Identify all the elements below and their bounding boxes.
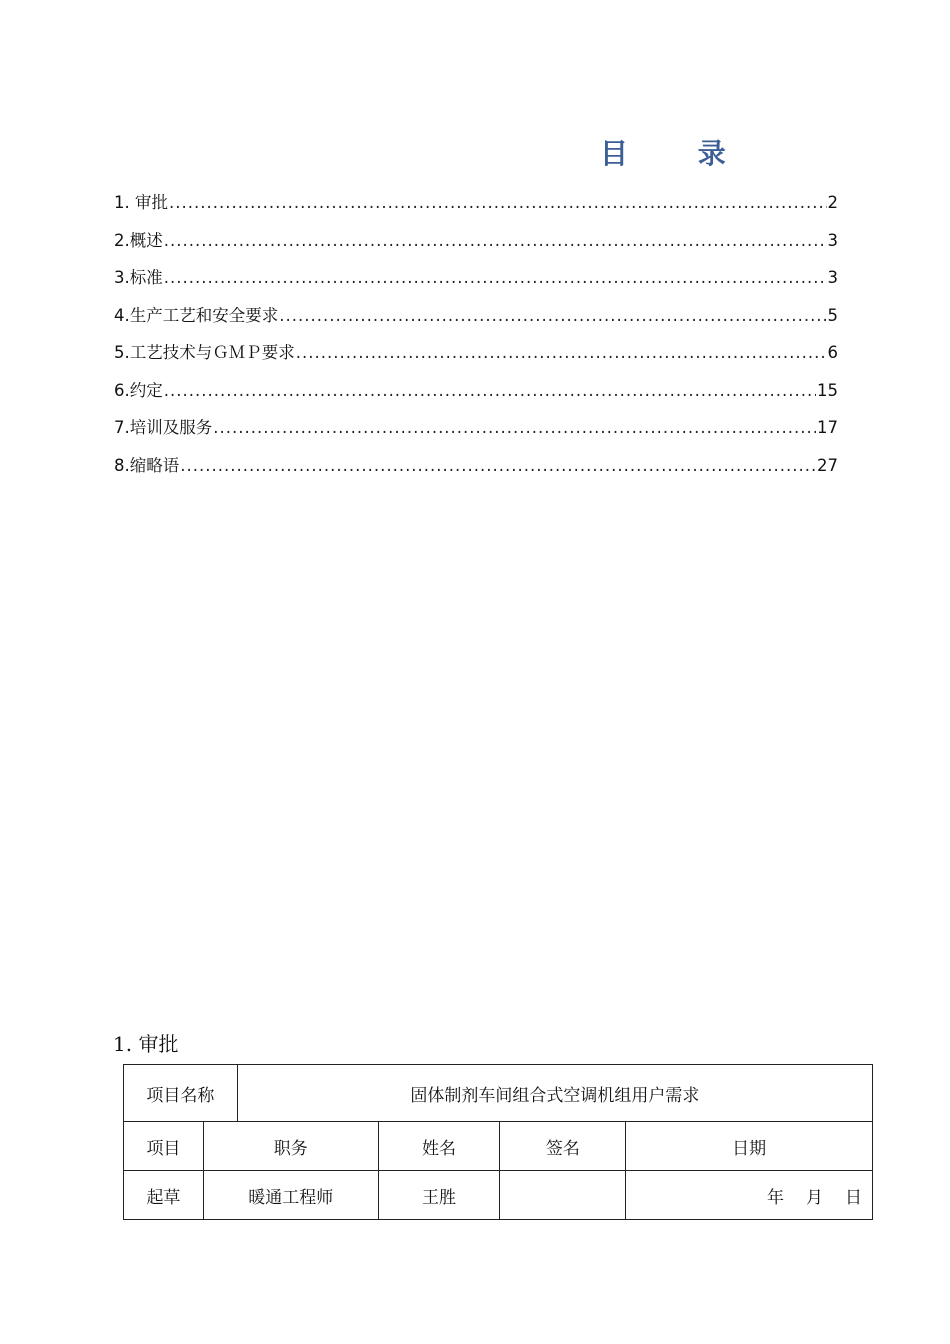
- toc-item-page: 17: [817, 418, 838, 437]
- toc-leader-dots: [279, 303, 826, 329]
- toc-item-agreement[interactable]: [114, 378, 838, 416]
- toc-item-page: 2: [827, 193, 838, 212]
- toc-leader-dots: [180, 453, 816, 479]
- toc-item-page: 3: [827, 230, 838, 250]
- toc-item-page: 15: [817, 380, 838, 400]
- toc-item-page: 5: [827, 305, 838, 325]
- toc-leader-dots: [164, 378, 816, 404]
- toc-item-label: 5.工艺技术与ＧＭＰ要求: [114, 343, 295, 362]
- column-header-position: 职务: [203, 1122, 378, 1171]
- toc-item-gmp[interactable]: [114, 340, 838, 378]
- column-header-item: 项目: [124, 1122, 204, 1171]
- date-day-label: 日: [845, 1187, 862, 1208]
- toc-item-page: 6: [827, 343, 838, 362]
- toc-list: [114, 190, 838, 490]
- toc-item-approval[interactable]: [114, 190, 838, 228]
- date-month-label: 月: [806, 1187, 823, 1208]
- cell-name: 王胜: [378, 1171, 500, 1220]
- toc-item-label: 3.标准: [114, 268, 163, 287]
- toc-leader-dots: [296, 340, 827, 366]
- cell-date[interactable]: [626, 1171, 873, 1220]
- table-row: [124, 1065, 873, 1122]
- toc-leader-dots: [169, 190, 827, 216]
- toc-title: 目 录: [600, 137, 756, 170]
- toc-item-standards[interactable]: [114, 265, 838, 303]
- column-header-name: 姓名: [378, 1122, 500, 1171]
- date-year-label: 年: [767, 1187, 784, 1208]
- toc-item-label: 4.生产工艺和安全要求: [114, 305, 279, 325]
- table-header-row: [124, 1122, 873, 1171]
- project-name-value: 固体制剂车间组合式空调机组用户需求: [237, 1065, 872, 1122]
- cell-item: 起草: [124, 1171, 204, 1220]
- toc-item-page: 27: [817, 455, 838, 475]
- toc-item-label: 1. 审批: [114, 193, 168, 212]
- toc-item-abbreviations[interactable]: [114, 453, 838, 491]
- toc-leader-dots: [164, 265, 827, 291]
- toc-item-label: 7.培训及服务: [114, 418, 213, 437]
- toc-item-training[interactable]: [114, 415, 838, 453]
- toc-item-page: 3: [827, 268, 838, 287]
- cell-position: 暖通工程师: [203, 1171, 378, 1220]
- toc-item-label: 8.缩略语: [114, 455, 180, 475]
- table-row: [124, 1171, 873, 1220]
- toc-leader-dots: [213, 415, 816, 441]
- toc-leader-dots: [164, 228, 827, 254]
- toc-item-label: 2.概述: [114, 230, 163, 250]
- project-name-label: 项目名称: [124, 1065, 238, 1122]
- column-header-date: 日期: [626, 1122, 873, 1171]
- approval-table: [123, 1064, 873, 1220]
- cell-signature[interactable]: [500, 1171, 626, 1220]
- toc-item-label: 6.约定: [114, 380, 163, 400]
- toc-item-process-safety[interactable]: [114, 303, 838, 341]
- column-header-signature: 签名: [500, 1122, 626, 1171]
- approval-section-heading: 1. 审批: [113, 1032, 179, 1056]
- toc-item-overview[interactable]: [114, 228, 838, 266]
